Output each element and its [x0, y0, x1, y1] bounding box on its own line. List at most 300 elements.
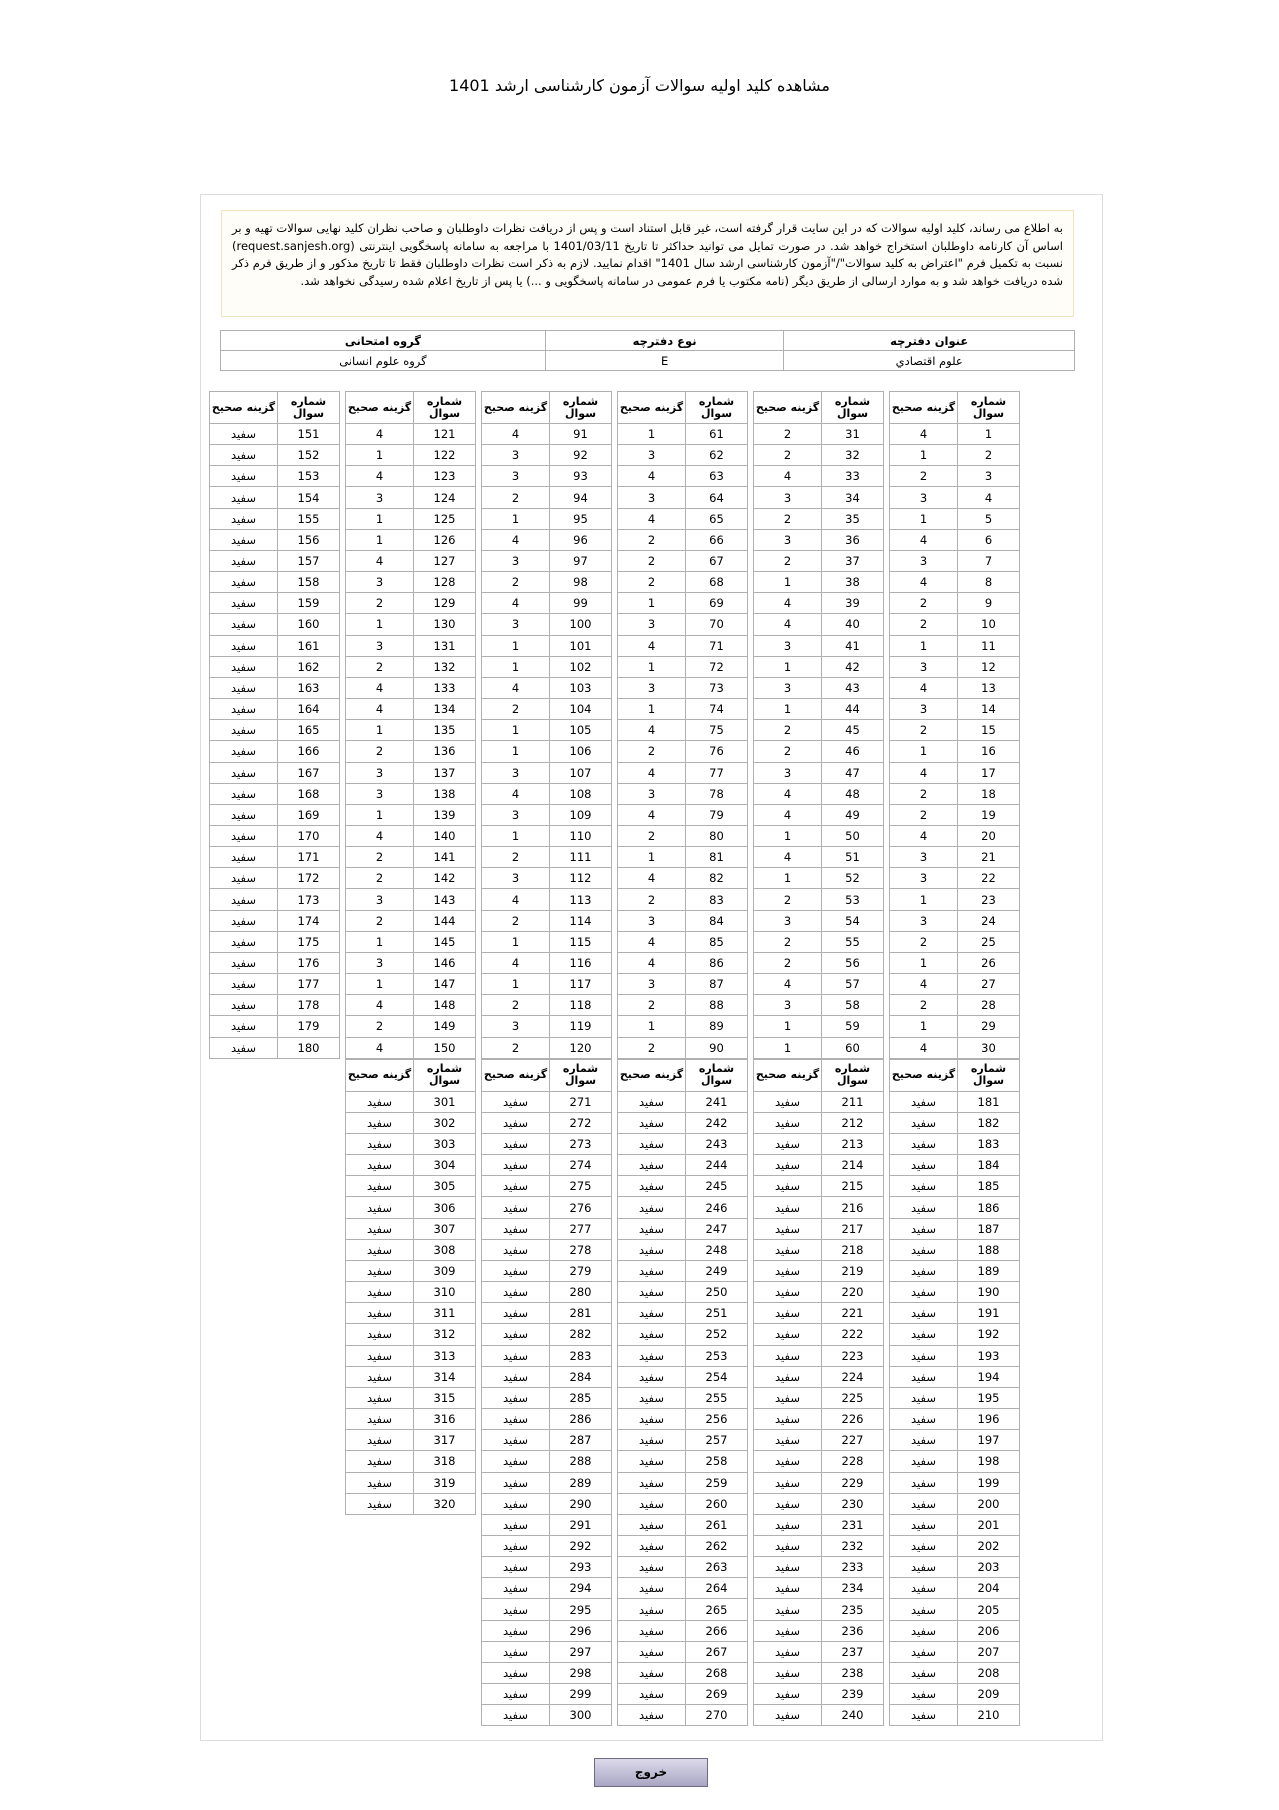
question-number: 308 — [414, 1239, 476, 1260]
correct-option-header: گزینه صحیح — [754, 392, 822, 424]
question-number: 29 — [958, 1016, 1020, 1037]
table-row — [618, 1324, 748, 1345]
question-number: 237 — [822, 1641, 884, 1662]
table-row — [754, 1662, 884, 1683]
table-row — [890, 1472, 1020, 1493]
answer-key-table — [889, 391, 1020, 1059]
question-number: 289 — [550, 1472, 612, 1493]
correct-option: سفید — [890, 1366, 958, 1387]
table-row — [618, 1451, 748, 1472]
correct-option: 2 — [890, 783, 958, 804]
correct-option: 3 — [618, 487, 686, 508]
table-row — [754, 1239, 884, 1260]
question-number: 221 — [822, 1303, 884, 1324]
correct-option: 2 — [618, 550, 686, 571]
correct-option: سفید — [210, 868, 278, 889]
table-row — [618, 720, 748, 741]
question-number-header: شماره سوال — [414, 1059, 476, 1091]
question-number: 146 — [414, 952, 476, 973]
table-row — [210, 995, 340, 1016]
question-number: 54 — [822, 910, 884, 931]
answer-key-header-row — [346, 392, 476, 424]
question-number: 27 — [958, 974, 1020, 995]
correct-option: سفید — [482, 1324, 550, 1345]
correct-option: سفید — [890, 1112, 958, 1133]
correct-option: 4 — [890, 1037, 958, 1058]
question-number: 117 — [550, 974, 612, 995]
correct-option: سفید — [754, 1324, 822, 1345]
correct-option: 2 — [346, 656, 414, 677]
table-row — [346, 508, 476, 529]
correct-option: سفید — [482, 1430, 550, 1451]
question-number: 180 — [278, 1037, 340, 1058]
correct-option: سفید — [618, 1599, 686, 1620]
correct-option: سفید — [618, 1176, 686, 1197]
correct-option: سفید — [754, 1303, 822, 1324]
question-number: 19 — [958, 804, 1020, 825]
correct-option: سفید — [890, 1535, 958, 1556]
correct-option: سفید — [346, 1260, 414, 1281]
answer-key-header-row — [890, 1059, 1020, 1091]
correct-option: سفید — [482, 1493, 550, 1514]
correct-option: سفید — [210, 974, 278, 995]
table-row — [618, 445, 748, 466]
table-row — [210, 1037, 340, 1058]
question-number: 152 — [278, 445, 340, 466]
table-row — [618, 699, 748, 720]
question-number: 197 — [958, 1430, 1020, 1451]
question-number: 133 — [414, 677, 476, 698]
question-number: 75 — [686, 720, 748, 741]
table-row — [754, 1324, 884, 1345]
question-number: 55 — [822, 931, 884, 952]
question-number: 92 — [550, 445, 612, 466]
question-number: 24 — [958, 910, 1020, 931]
table-row — [754, 1112, 884, 1133]
question-number: 267 — [686, 1641, 748, 1662]
correct-option: سفید — [482, 1134, 550, 1155]
question-number: 74 — [686, 699, 748, 720]
correct-option: سفید — [618, 1514, 686, 1535]
table-row — [890, 1324, 1020, 1345]
correct-option: 1 — [346, 931, 414, 952]
correct-option: سفید — [754, 1535, 822, 1556]
correct-option: 2 — [890, 931, 958, 952]
table-row — [482, 1197, 612, 1218]
table-row — [890, 1218, 1020, 1239]
correct-option: سفید — [754, 1620, 822, 1641]
correct-option: 1 — [346, 614, 414, 635]
question-number: 313 — [414, 1345, 476, 1366]
booklet-type-value: E — [545, 351, 784, 371]
question-number: 230 — [822, 1493, 884, 1514]
question-number: 229 — [822, 1472, 884, 1493]
question-number: 260 — [686, 1493, 748, 1514]
table-row — [890, 1091, 1020, 1112]
question-number: 11 — [958, 635, 1020, 656]
correct-option: سفید — [482, 1260, 550, 1281]
table-row — [482, 1016, 612, 1037]
question-number: 185 — [958, 1176, 1020, 1197]
correct-option: سفید — [618, 1324, 686, 1345]
question-number: 219 — [822, 1260, 884, 1281]
question-number: 310 — [414, 1282, 476, 1303]
table-row — [618, 762, 748, 783]
question-number: 211 — [822, 1091, 884, 1112]
question-number: 189 — [958, 1260, 1020, 1281]
correct-option: سفید — [210, 677, 278, 698]
correct-option: سفید — [890, 1472, 958, 1493]
table-row — [890, 1303, 1020, 1324]
correct-option: سفید — [754, 1155, 822, 1176]
correct-option: 1 — [618, 656, 686, 677]
table-row — [890, 1037, 1020, 1058]
question-number: 71 — [686, 635, 748, 656]
page-title: مشاهده کلید اولیه سوالات آزمون کارشناسی ارشد 1401 — [449, 76, 830, 95]
question-number: 62 — [686, 445, 748, 466]
question-number: 130 — [414, 614, 476, 635]
table-row — [482, 508, 612, 529]
table-row — [890, 931, 1020, 952]
table-row — [754, 1303, 884, 1324]
correct-option: سفید — [618, 1409, 686, 1430]
question-number: 226 — [822, 1409, 884, 1430]
question-number: 150 — [414, 1037, 476, 1058]
table-row — [754, 1091, 884, 1112]
correct-option: 2 — [890, 593, 958, 614]
table-row — [754, 677, 884, 698]
table-row — [754, 1260, 884, 1281]
table-row — [754, 910, 884, 931]
table-row — [618, 1705, 748, 1726]
question-number: 35 — [822, 508, 884, 529]
question-number: 140 — [414, 825, 476, 846]
question-number: 38 — [822, 572, 884, 593]
question-number: 301 — [414, 1091, 476, 1112]
correct-option: 3 — [346, 783, 414, 804]
correct-option: سفید — [890, 1091, 958, 1112]
question-number: 148 — [414, 995, 476, 1016]
question-number: 223 — [822, 1345, 884, 1366]
question-number: 174 — [278, 910, 340, 931]
correct-option: سفید — [346, 1176, 414, 1197]
correct-option: سفید — [346, 1091, 414, 1112]
table-row — [618, 1134, 748, 1155]
table-row — [210, 529, 340, 550]
question-number: 264 — [686, 1578, 748, 1599]
table-row — [754, 1218, 884, 1239]
table-row — [618, 572, 748, 593]
correct-option: 4 — [618, 508, 686, 529]
correct-option: سفید — [346, 1239, 414, 1260]
table-row — [754, 1134, 884, 1155]
table-row — [210, 868, 340, 889]
correct-option-header: گزینه صحیح — [618, 392, 686, 424]
correct-option: سفید — [754, 1176, 822, 1197]
correct-option: سفید — [754, 1514, 822, 1535]
table-row — [754, 1016, 884, 1037]
question-number: 81 — [686, 847, 748, 868]
table-row — [346, 1112, 476, 1133]
question-number-header: شماره سوال — [414, 392, 476, 424]
question-number: 26 — [958, 952, 1020, 973]
table-row — [754, 593, 884, 614]
question-number: 88 — [686, 995, 748, 1016]
correct-option: سفید — [482, 1620, 550, 1641]
correct-option: سفید — [210, 614, 278, 635]
correct-option: سفید — [210, 804, 278, 825]
table-row — [482, 1239, 612, 1260]
correct-option: 4 — [618, 931, 686, 952]
correct-option: سفید — [482, 1091, 550, 1112]
table-row — [346, 825, 476, 846]
correct-option: سفید — [754, 1091, 822, 1112]
correct-option: سفید — [346, 1493, 414, 1514]
question-number: 204 — [958, 1578, 1020, 1599]
correct-option-header: گزینه صحیح — [346, 392, 414, 424]
question-number: 108 — [550, 783, 612, 804]
question-number: 31 — [822, 424, 884, 445]
question-number: 153 — [278, 466, 340, 487]
correct-option: سفید — [346, 1324, 414, 1345]
correct-option: 2 — [890, 614, 958, 635]
question-number: 66 — [686, 529, 748, 550]
correct-option: 4 — [618, 952, 686, 973]
question-number: 113 — [550, 889, 612, 910]
table-row — [754, 1620, 884, 1641]
question-number: 56 — [822, 952, 884, 973]
correct-option: سفید — [618, 1430, 686, 1451]
table-row — [754, 572, 884, 593]
question-number: 319 — [414, 1472, 476, 1493]
correct-option: 2 — [754, 508, 822, 529]
question-number: 292 — [550, 1535, 612, 1556]
question-number-header: شماره سوال — [550, 392, 612, 424]
correct-option: 2 — [482, 995, 550, 1016]
question-number: 216 — [822, 1197, 884, 1218]
table-row — [754, 1451, 884, 1472]
question-number: 231 — [822, 1514, 884, 1535]
question-number: 238 — [822, 1662, 884, 1683]
correct-option: سفید — [210, 783, 278, 804]
question-number: 297 — [550, 1641, 612, 1662]
correct-option: سفید — [482, 1387, 550, 1408]
question-number: 40 — [822, 614, 884, 635]
correct-option: سفید — [618, 1134, 686, 1155]
correct-option: 1 — [482, 656, 550, 677]
correct-option: 3 — [754, 910, 822, 931]
question-number: 251 — [686, 1303, 748, 1324]
table-row — [210, 910, 340, 931]
correct-option: 2 — [754, 720, 822, 741]
table-row — [890, 741, 1020, 762]
question-number: 111 — [550, 847, 612, 868]
correct-option: 4 — [346, 424, 414, 445]
table-row — [890, 995, 1020, 1016]
question-number: 192 — [958, 1324, 1020, 1345]
question-number: 159 — [278, 593, 340, 614]
table-row — [346, 762, 476, 783]
question-number: 194 — [958, 1366, 1020, 1387]
question-number: 307 — [414, 1218, 476, 1239]
correct-option: سفید — [346, 1366, 414, 1387]
table-row — [890, 889, 1020, 910]
table-row — [346, 572, 476, 593]
correct-option: سفید — [890, 1260, 958, 1281]
table-row — [754, 995, 884, 1016]
table-row — [890, 593, 1020, 614]
table-row — [210, 699, 340, 720]
question-number: 73 — [686, 677, 748, 698]
question-number: 265 — [686, 1599, 748, 1620]
question-number: 118 — [550, 995, 612, 1016]
correct-option: 2 — [890, 804, 958, 825]
table-row — [482, 974, 612, 995]
correct-option: 3 — [618, 614, 686, 635]
table-row — [618, 1514, 748, 1535]
table-row — [618, 1366, 748, 1387]
table-row — [618, 593, 748, 614]
table-row — [890, 1451, 1020, 1472]
correct-option: 3 — [482, 614, 550, 635]
table-row — [618, 550, 748, 571]
correct-option: 2 — [890, 720, 958, 741]
table-row — [754, 550, 884, 571]
table-row — [482, 1472, 612, 1493]
correct-option: سفید — [346, 1218, 414, 1239]
correct-option: 3 — [346, 635, 414, 656]
table-row — [890, 656, 1020, 677]
correct-option: سفید — [210, 825, 278, 846]
table-row — [618, 1239, 748, 1260]
table-row — [482, 677, 612, 698]
correct-option: سفید — [890, 1197, 958, 1218]
table-row — [346, 1260, 476, 1281]
question-number: 157 — [278, 550, 340, 571]
question-number: 275 — [550, 1176, 612, 1197]
question-number: 263 — [686, 1557, 748, 1578]
question-number: 10 — [958, 614, 1020, 635]
question-number: 80 — [686, 825, 748, 846]
table-row — [754, 825, 884, 846]
question-number: 129 — [414, 593, 476, 614]
correct-option: سفید — [754, 1451, 822, 1472]
question-number: 7 — [958, 550, 1020, 571]
table-row — [890, 804, 1020, 825]
correct-option: 3 — [754, 995, 822, 1016]
correct-option: سفید — [754, 1557, 822, 1578]
question-number: 100 — [550, 614, 612, 635]
booklet-title-header: عنوان دفترچه — [784, 331, 1075, 351]
correct-option-header: گزینه صحیح — [482, 1059, 550, 1091]
correct-option: سفید — [754, 1260, 822, 1281]
correct-option: سفید — [754, 1684, 822, 1705]
question-number: 258 — [686, 1451, 748, 1472]
table-row — [210, 720, 340, 741]
table-row — [346, 1282, 476, 1303]
question-number: 271 — [550, 1091, 612, 1112]
correct-option: سفید — [618, 1303, 686, 1324]
table-row — [346, 1409, 476, 1430]
table-row — [482, 1578, 612, 1599]
table-row — [210, 952, 340, 973]
table-row — [482, 868, 612, 889]
table-row — [482, 466, 612, 487]
correct-option: سفید — [618, 1218, 686, 1239]
table-row — [210, 741, 340, 762]
table-row — [890, 1197, 1020, 1218]
table-row — [754, 1599, 884, 1620]
correct-option: سفید — [210, 1037, 278, 1058]
table-row — [754, 1155, 884, 1176]
booklet-info-table — [220, 330, 1075, 371]
correct-option: سفید — [890, 1155, 958, 1176]
correct-option: 2 — [482, 572, 550, 593]
table-row — [346, 1037, 476, 1058]
table-row — [754, 1430, 884, 1451]
correct-option: 2 — [754, 952, 822, 973]
question-number: 207 — [958, 1641, 1020, 1662]
question-number: 94 — [550, 487, 612, 508]
correct-option: سفید — [890, 1324, 958, 1345]
question-number: 179 — [278, 1016, 340, 1037]
question-number: 247 — [686, 1218, 748, 1239]
table-row — [346, 868, 476, 889]
correct-option: سفید — [210, 720, 278, 741]
table-row — [482, 1684, 612, 1705]
table-row — [482, 1282, 612, 1303]
exit-button[interactable]: خروج — [594, 1758, 708, 1787]
correct-option: 1 — [890, 1016, 958, 1037]
correct-option: سفید — [890, 1409, 958, 1430]
correct-option: 4 — [482, 677, 550, 698]
question-number: 195 — [958, 1387, 1020, 1408]
correct-option: 1 — [890, 889, 958, 910]
question-number: 311 — [414, 1303, 476, 1324]
correct-option: سفید — [618, 1197, 686, 1218]
question-number: 134 — [414, 699, 476, 720]
question-number: 166 — [278, 741, 340, 762]
correct-option: سفید — [482, 1599, 550, 1620]
table-row — [482, 550, 612, 571]
table-row — [618, 424, 748, 445]
table-row — [482, 804, 612, 825]
question-number: 176 — [278, 952, 340, 973]
table-row — [618, 1557, 748, 1578]
table-row — [618, 931, 748, 952]
table-row — [346, 1493, 476, 1514]
correct-option: 4 — [890, 974, 958, 995]
table-row — [346, 783, 476, 804]
question-number: 47 — [822, 762, 884, 783]
correct-option: سفید — [890, 1599, 958, 1620]
correct-option: 3 — [890, 487, 958, 508]
table-row — [482, 1134, 612, 1155]
question-number: 290 — [550, 1493, 612, 1514]
correct-option: 1 — [346, 804, 414, 825]
table-row — [890, 1684, 1020, 1705]
table-row — [890, 1134, 1020, 1155]
question-number: 209 — [958, 1684, 1020, 1705]
correct-option: سفید — [618, 1472, 686, 1493]
table-row — [210, 445, 340, 466]
table-row — [482, 572, 612, 593]
correct-option: سفید — [210, 910, 278, 931]
correct-option: سفید — [210, 1016, 278, 1037]
question-number: 249 — [686, 1260, 748, 1281]
table-row — [754, 1197, 884, 1218]
table-row — [618, 1091, 748, 1112]
